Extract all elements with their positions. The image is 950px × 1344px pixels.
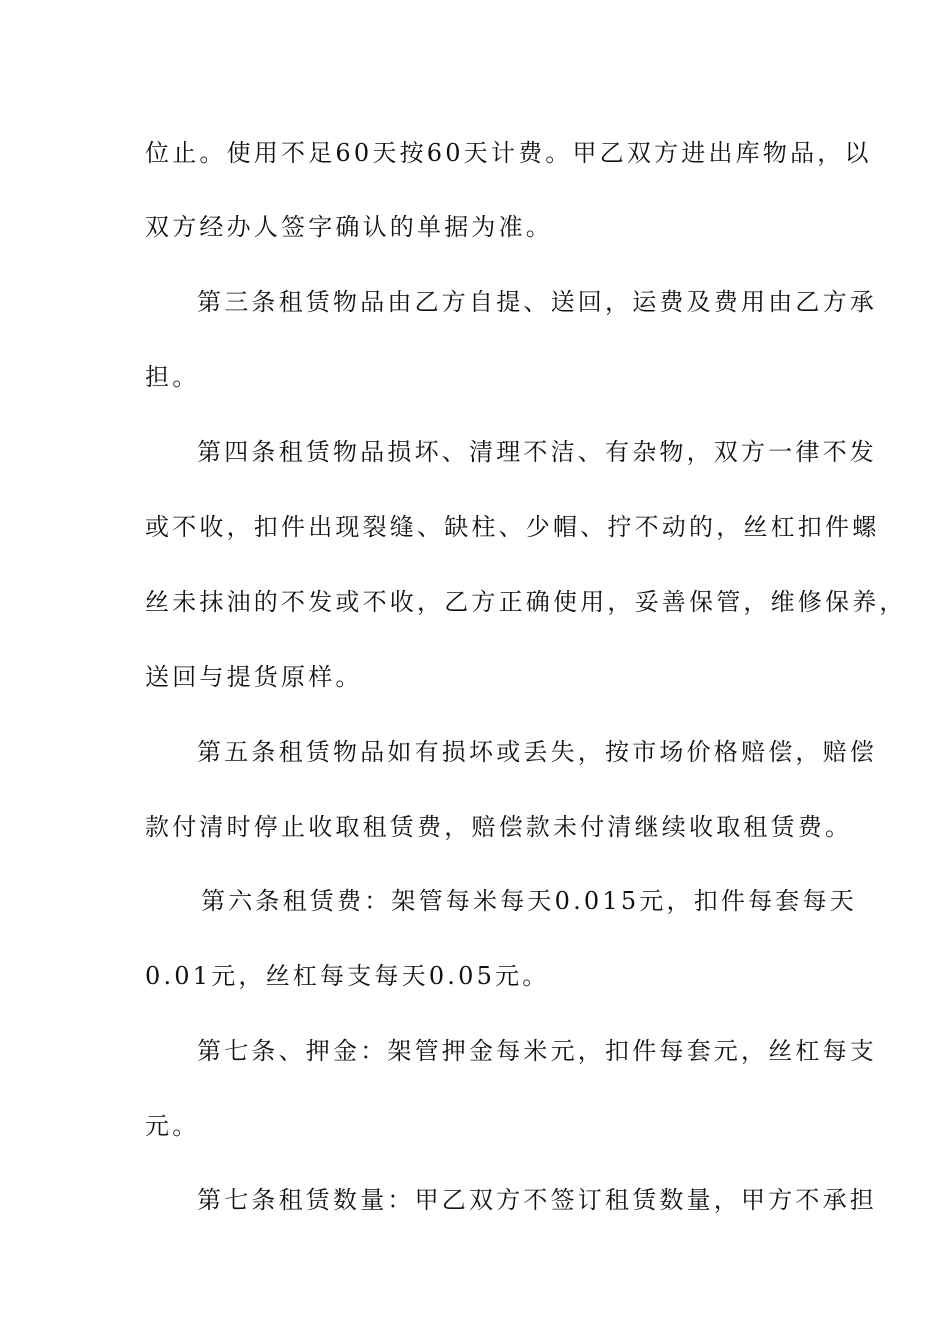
text-line: 款付清时停止收取租赁费，赔偿款未付清继续收取租赁费。 [145, 813, 853, 841]
clause-6-line: 第六条租赁费：架管每米每天0.015元，扣件每套每天 [201, 887, 857, 915]
text-line: 0.01元，丝杠每支每天0.05元。 [145, 962, 550, 990]
text-line: 送回与提货原样。 [145, 663, 363, 691]
clause-7-quantity-line: 第七条租赁数量：甲乙双方不签订租赁数量，甲方不承担 [197, 1186, 877, 1214]
clause-3-line: 第三条租赁物品由乙方自提、送回，运费及费用由乙方承 [197, 288, 877, 316]
text-line: 位止。使用不足60天按60天计费。甲乙双方进出库物品，以 [145, 139, 872, 167]
clause-7-deposit-line: 第七条、押金：架管押金每米元，扣件每套元，丝杠每支 [197, 1037, 877, 1065]
text-line: 丝未抹油的不发或不收，乙方正确使用，妥善保管，维修保养， [145, 588, 907, 616]
text-line: 双方经办人签字确认的单据为准。 [145, 213, 553, 241]
text-line: 担。 [145, 363, 200, 391]
clause-5-line: 第五条租赁物品如有损坏或丢失，按市场价格赔偿，赔偿 [197, 738, 877, 766]
text-line: 或不收，扣件出现裂缝、缺柱、少帽、拧不动的，丝杠扣件螺 [145, 513, 880, 541]
clause-4-line: 第四条租赁物品损坏、清理不洁、有杂物，双方一律不发 [197, 438, 877, 466]
text-line: 元。 [145, 1112, 200, 1140]
